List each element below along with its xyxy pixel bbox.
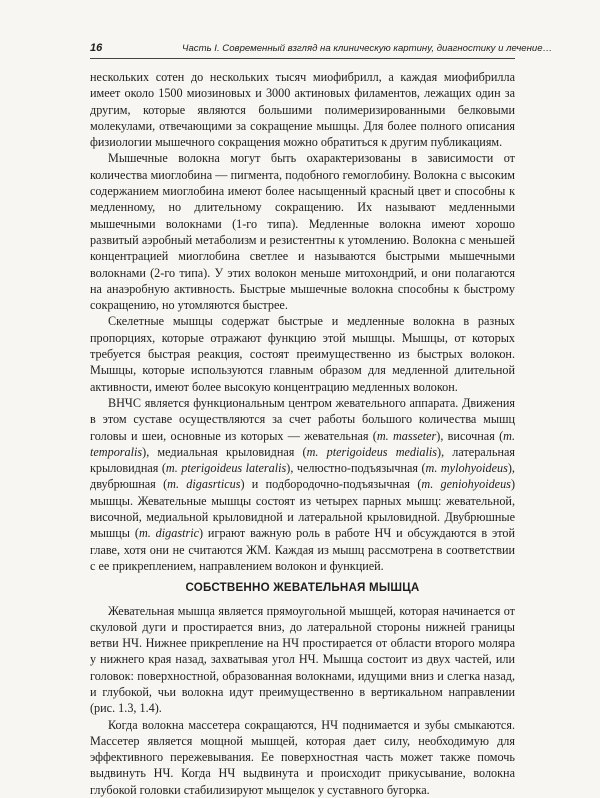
text-span: ВНЧС является функциональным центром жевательного аппарата. Движения в этом суставе осуществляются за счет работы большого количества мышц головы и шеи, основные из которых — жевательная ( xyxy=(90,395,515,443)
paragraph-tmj xyxy=(90,395,515,574)
text-span: ), двубрюшная ( xyxy=(90,461,515,492)
latin-term: m. digasrticus xyxy=(167,477,241,492)
page-header xyxy=(90,40,553,59)
paragraph-muscle-fibers: Мышечные волокна могут быть охарактеризованы в зависимости от количества миоглобина — пигмента, подобного гемоглобину. Волокна с высоким содержанием миоглобина имеют более насыщенный красный цвет и способны к медленному, но длительному сокращению. Их называют медленными мышечными волокнами (1-го типа). Медленные волокна имеют хорошо развитый аэробный метаболизм и резистентны к утомлению. Волокна с меньшей концентрацией миоглобина светлее и называются быстрыми мышечными волокнами (2-го типа). У этих волокон меньше митохондрий, и они полагаются на анаэробную активность. Быстрые мышечные волокна способны к быстрому сокращению, но утомляются быстрее. xyxy=(90,151,515,313)
latin-term: m. pterigoideus medialis xyxy=(306,444,438,459)
paragraph-masseter-function: Когда волокна массетера сокращаются, НЧ поднимается и зубы смыкаются. Массетер является мощной мышцей, которая дает силу, необходимую для эффективного пережевывания. Ее поверхностная часть может также помочь выдвинуть НЧ. Когда НЧ выдвинута и происходит прикусывание, волокна глубокой головки стабилизируют мыщелок у суставного бугорка. xyxy=(90,717,515,797)
latin-term: m. mylohyoideus xyxy=(425,461,508,476)
paragraph-skeletal-muscles: Скелетные мышцы содержат быстрые и медленные волокна в разных пропорциях, которые отражают функцию этой мышцы. Мышцы, от которых требуется быстрая реакция, состоят преимущественно из быстрых волокон. Мышцы, которые используются главным образом для медленной длительной активности, имеют более высокую концентрацию медленных волокон. xyxy=(90,314,515,394)
latin-term: m. digastric xyxy=(138,526,199,541)
latin-term: m. pterigoideus lateralis xyxy=(165,461,287,476)
text-span: ), челюстно-подъязычная ( xyxy=(286,461,426,476)
paragraph-masseter: Жевательная мышца является прямоугольной мышцей, которая начинается от скуловой дуги и простирается вниз, до латеральной стороны нижней границы ветви НЧ. Нижнее прикрепление на НЧ простирается от области второго моляра у нижнего края назад, захватывая угол НЧ. Мышца состоит из двух частей, или головок: поверхностной, образованная волокнами, идущими вниз и слегка назад, и глубокой, чьи волокна идут преимущественно в вертикальном направлении (рис. 1.3, 1.4). xyxy=(90,603,515,716)
text-span: ), медиальная крыловидная ( xyxy=(142,444,307,459)
page-body xyxy=(90,69,515,798)
paragraph-continuation: нескольких сотен до нескольких тысяч миофибрилл, а каждая миофибрилла имеет около 1500 миозиновых и 3000 актиновых филаментов, лежащих один за другим, которые являются большими полимеризированными белковыми молекулами, отвечающими за сокращение мышцы. Для более полного описания физиологии мышечного сокращения можно обратиться к другим публикациям. xyxy=(90,70,515,150)
page-number: 16 xyxy=(90,42,103,54)
latin-term: m. masseter xyxy=(376,428,437,443)
running-title: Часть I. Современный взгляд на клиническую картину, диагностику и лечение… xyxy=(182,43,553,54)
section-heading: СОБСТВЕННО ЖЕВАТЕЛЬНАЯ МЫШЦА xyxy=(185,581,420,595)
latin-term: m. geniohyoideus xyxy=(421,477,511,492)
text-span: ), височная ( xyxy=(436,428,504,443)
text-span: ), латеральная крыловидная ( xyxy=(90,444,515,476)
text-span: ) мышцы. Жевательные мышцы состоят из четырех парных мышц: жевательной, височной, медиальной крыловидной и латеральной крыловидной. Двубрюшные мышцы ( xyxy=(90,477,515,541)
text-span: ) и подбородочно-подъязычная ( xyxy=(240,477,422,492)
text-span: ) играют важную роль в работе НЧ и обсуждаются в этой главе, хотя они не считаются ЖМ. Каждая из мышц рассмотрена в соответствии с ее прикреплением, направлением волокон и функцией. xyxy=(90,526,515,573)
latin-term: m. temporalis xyxy=(90,428,515,459)
